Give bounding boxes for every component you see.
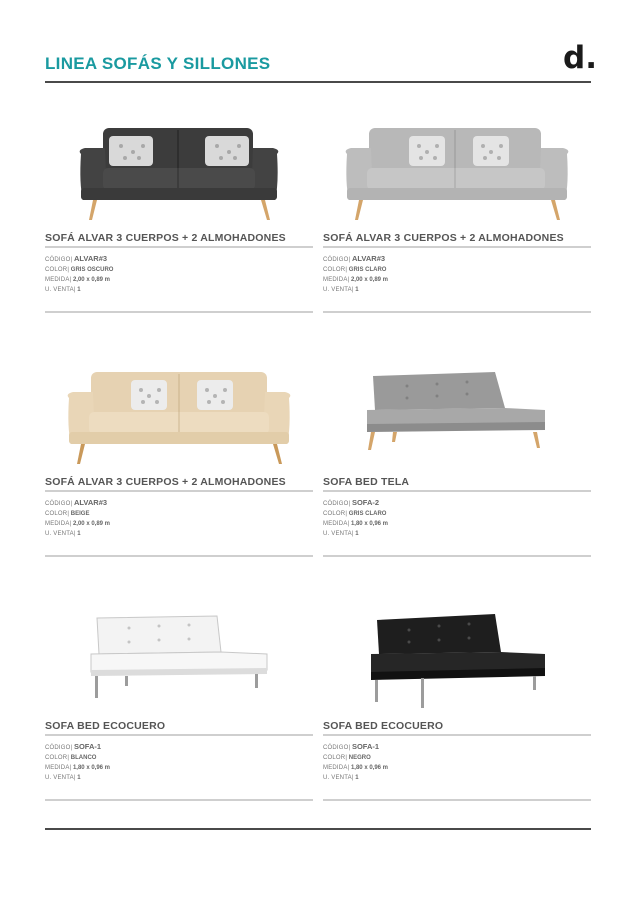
measure-label: MEDIDA| xyxy=(45,765,72,771)
code-label: CÓDIGO| xyxy=(45,501,73,507)
product-color: NEGRO xyxy=(348,755,371,761)
product-specs xyxy=(323,742,388,783)
product-name: SOFA BED TELA xyxy=(323,476,410,488)
code-label: CÓDIGO| xyxy=(323,257,351,263)
product-color: GRIS CLARO xyxy=(348,511,387,517)
product-divider xyxy=(45,734,313,736)
product-code: SOFA-1 xyxy=(351,742,380,751)
measure-label: MEDIDA| xyxy=(45,521,72,527)
product-code: SOFA-1 xyxy=(73,742,102,751)
unit-label: U. VENTA| xyxy=(45,287,76,293)
unit-label: U. VENTA| xyxy=(323,531,354,537)
product-specs xyxy=(45,498,110,539)
code-label: CÓDIGO| xyxy=(323,745,351,751)
product-specs xyxy=(323,498,388,539)
product-color: BLANCO xyxy=(70,755,97,761)
product-divider-bottom xyxy=(323,799,591,801)
header-divider xyxy=(45,81,591,83)
product-unit: 1 xyxy=(355,287,359,293)
product-divider xyxy=(323,490,591,492)
unit-label: U. VENTA| xyxy=(323,287,354,293)
product-unit: 1 xyxy=(77,531,81,537)
beige-sofa-image xyxy=(45,368,313,486)
product-divider-bottom xyxy=(45,555,313,557)
product-code: ALVAR#3 xyxy=(73,254,108,263)
measure-label: MEDIDA| xyxy=(45,277,72,283)
product-code: ALVAR#3 xyxy=(351,254,386,263)
product-name: SOFÁ ALVAR 3 CUERPOS + 2 ALMOHADONES xyxy=(45,232,286,244)
page-title: LINEA SOFÁS Y SILLONES xyxy=(45,54,271,73)
unit-label: U. VENTA| xyxy=(323,775,354,781)
product-measure: 1,80 x 0,96 m xyxy=(72,765,110,771)
product-card xyxy=(45,368,313,588)
color-label: COLOR| xyxy=(323,511,348,517)
product-measure: 2,00 x 0,89 m xyxy=(72,521,110,527)
product-name: SOFA BED ECOCUERO xyxy=(45,720,166,732)
unit-label: U. VENTA| xyxy=(45,775,76,781)
product-divider-bottom xyxy=(323,311,591,313)
unit-label: U. VENTA| xyxy=(45,531,76,537)
product-specs xyxy=(45,742,110,783)
color-label: COLOR| xyxy=(45,511,70,517)
code-label: CÓDIGO| xyxy=(323,501,351,507)
product-code: SOFA-2 xyxy=(351,498,380,507)
product-name: SOFÁ ALVAR 3 CUERPOS + 2 ALMOHADONES xyxy=(323,232,564,244)
brand-logo: d. xyxy=(563,40,597,76)
product-color: GRIS OSCURO xyxy=(70,267,114,273)
grey-sofa-bed-image xyxy=(323,368,591,486)
code-label: CÓDIGO| xyxy=(45,745,73,751)
color-label: COLOR| xyxy=(45,267,70,273)
measure-label: MEDIDA| xyxy=(323,277,350,283)
product-unit: 1 xyxy=(77,775,81,781)
product-color: BEIGE xyxy=(70,511,90,517)
product-divider xyxy=(323,246,591,248)
product-divider xyxy=(323,734,591,736)
product-divider xyxy=(45,490,313,492)
product-name: SOFÁ ALVAR 3 CUERPOS + 2 ALMOHADONES xyxy=(45,476,286,488)
color-label: COLOR| xyxy=(323,267,348,273)
product-divider-bottom xyxy=(45,799,313,801)
product-card xyxy=(45,612,313,832)
measure-label: MEDIDA| xyxy=(323,521,350,527)
measure-label: MEDIDA| xyxy=(323,765,350,771)
code-label: CÓDIGO| xyxy=(45,257,73,263)
footer-divider xyxy=(45,828,591,830)
white-sofa-bed-image xyxy=(45,612,313,730)
product-divider-bottom xyxy=(45,311,313,313)
product-card xyxy=(323,612,591,832)
product-specs xyxy=(45,254,113,295)
product-name: SOFA BED ECOCUERO xyxy=(323,720,444,732)
product-measure: 1,80 x 0,96 m xyxy=(350,521,388,527)
product-card xyxy=(323,124,591,344)
product-specs xyxy=(323,254,388,295)
product-measure: 2,00 x 0,89 m xyxy=(72,277,110,283)
product-card xyxy=(45,124,313,344)
color-label: COLOR| xyxy=(323,755,348,761)
product-unit: 1 xyxy=(355,531,359,537)
product-measure: 1,80 x 0,96 m xyxy=(350,765,388,771)
dark-grey-sofa-image xyxy=(45,124,313,242)
product-divider xyxy=(45,246,313,248)
product-unit: 1 xyxy=(355,775,359,781)
product-card xyxy=(323,368,591,588)
product-code: ALVAR#3 xyxy=(73,498,108,507)
product-unit: 1 xyxy=(77,287,81,293)
product-divider-bottom xyxy=(323,555,591,557)
color-label: COLOR| xyxy=(45,755,70,761)
light-grey-sofa-image xyxy=(323,124,591,242)
product-measure: 2,00 x 0,89 m xyxy=(350,277,388,283)
black-sofa-bed-image xyxy=(323,612,591,730)
product-color: GRIS CLARO xyxy=(348,267,387,273)
